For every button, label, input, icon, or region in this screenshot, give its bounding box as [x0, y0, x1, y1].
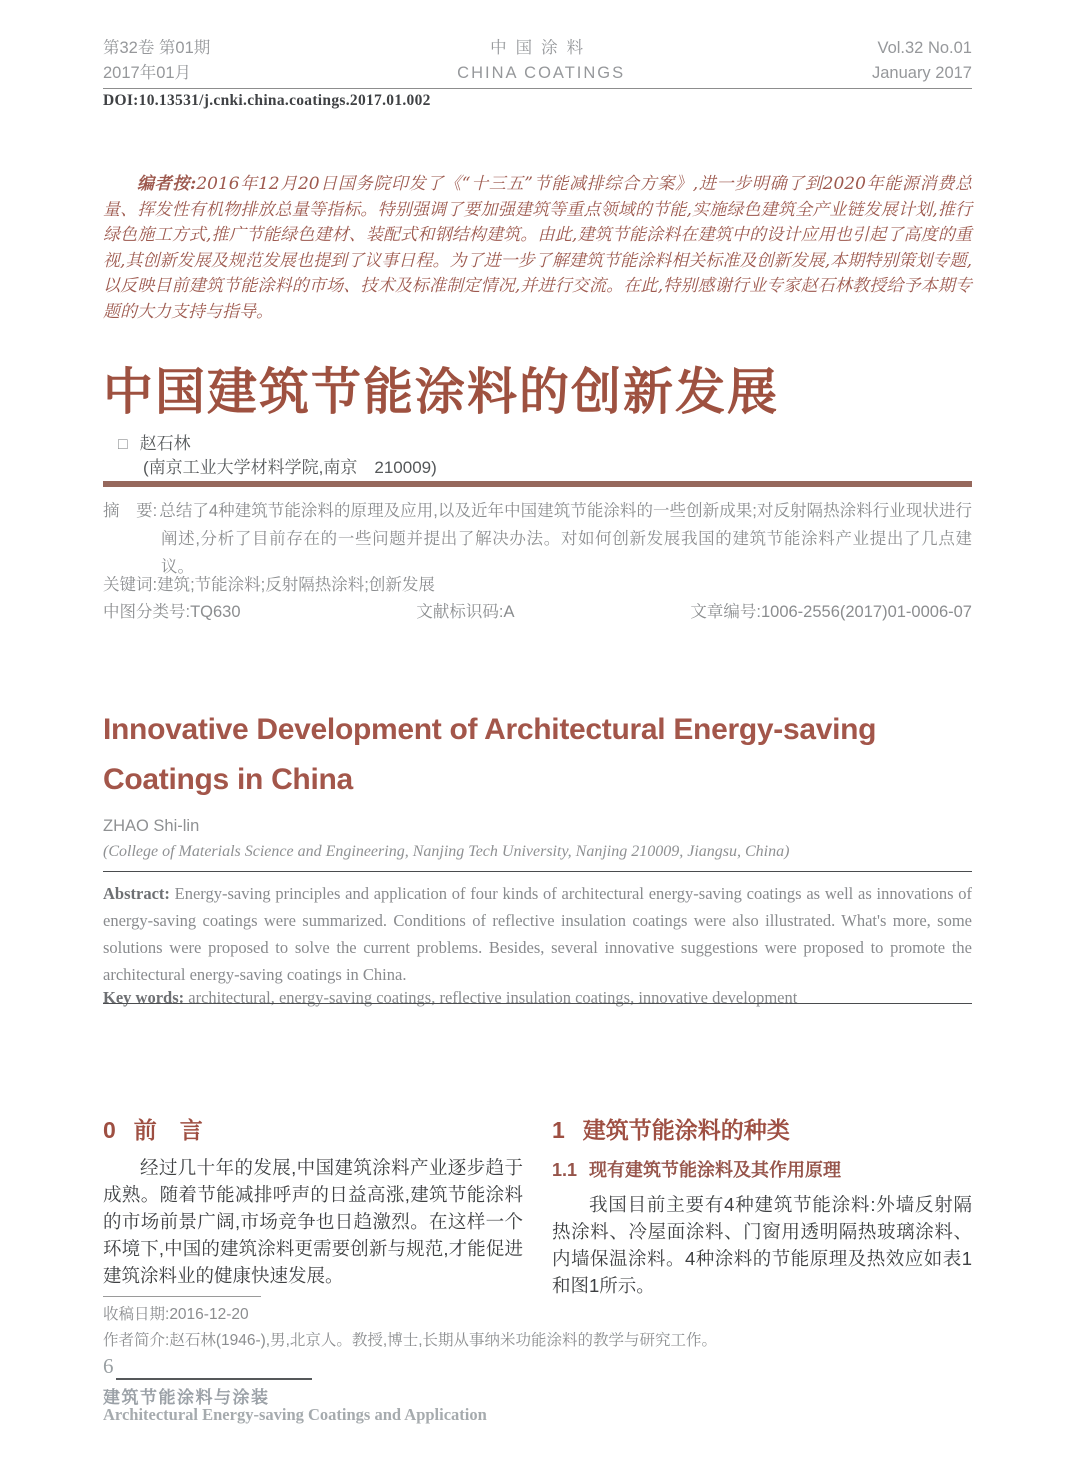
header-volume-issue-en: Vol.32 No.01	[877, 39, 972, 57]
received-date-value: 2016-12-20	[169, 1306, 249, 1323]
article-meta-row	[103, 598, 972, 622]
footer-section-cn: 建筑节能涂料与涂装	[103, 1388, 270, 1407]
header-date-en: January 2017	[871, 64, 972, 82]
abstract-en-bottom-divider	[103, 1003, 972, 1004]
page-number-rule	[116, 1378, 312, 1380]
doc-code-label: 文献标识码:	[416, 603, 504, 621]
abstract-en-label: Abstract:	[103, 884, 170, 903]
clc-label: 中图分类号:	[103, 603, 191, 621]
section-1-heading	[552, 1112, 972, 1145]
article-id-value: 1006-2556(2017)01-0006-07	[760, 603, 972, 621]
article-title-en-line2: Coatings in China	[103, 763, 353, 796]
received-date	[103, 1302, 972, 1324]
section-1-title: 建筑节能涂料的种类	[582, 1117, 790, 1143]
affiliation-en: (College of Materials Science and Engineering, Nanjing Tech University, Nanjing 210009, Jiangsu, China)	[103, 843, 790, 860]
editor-note-label: 编者按:	[137, 174, 197, 194]
article-id	[690, 598, 972, 622]
document-code	[416, 598, 514, 622]
keywords-en	[103, 988, 972, 1008]
header-date-cn: 2017年01月	[103, 64, 192, 82]
header-journal-name	[457, 36, 625, 86]
author-row	[103, 429, 972, 454]
doi: DOI:10.13531/j.cnki.china.coatings.2017.01.002	[103, 92, 431, 109]
keywords-cn	[103, 571, 972, 595]
author-marker-icon: □	[118, 436, 128, 453]
clc-value: TQ630	[190, 603, 241, 621]
article-title-en	[103, 705, 972, 805]
section-1-1-heading	[552, 1156, 972, 1182]
footnote-divider	[103, 1296, 261, 1297]
header-divider	[103, 88, 972, 89]
title-divider	[103, 481, 972, 487]
keywords-cn-label: 关键词:	[103, 576, 158, 594]
abstract-cn	[103, 497, 972, 581]
body-column-right	[552, 1112, 972, 1299]
section-1-1-title: 现有建筑节能涂料及其作用原理	[589, 1160, 842, 1180]
body-columns	[103, 1112, 972, 1299]
author-bio	[103, 1328, 972, 1350]
section-1-1-number: 1.1	[552, 1160, 578, 1180]
section-0-title: 前 言	[133, 1117, 203, 1143]
article-id-label: 文章编号:	[690, 603, 761, 621]
section-0-paragraph: 经过几十年的发展,中国建筑涂料产业逐步趋于成熟。随着节能减排呼声的日益高涨,建筑节能涂料的市场前景广阔,市场竞争也日趋激烈。在这样一个环境下,中国的建筑涂料更需要创新与规范,才能促进建筑涂料业的健康快速发展。	[103, 1157, 523, 1286]
journal-header	[103, 36, 972, 86]
article-title-en-line1: Innovative Development of Architectural Energy-saving	[103, 713, 877, 746]
editor-note-text: 2016年12月20日国务院印发了《“十三五”节能减排综合方案》,进一步明确了到2020年能源消费总量、挥发性有机物排放总量等指标。特别强调了要加强建筑等重点领域的节能,实施绿色建筑全产业链发展计划,推行绿色施工方式,推广节能绿色建材、装配式和钢结构建筑。由此,建筑节能涂料在建筑中的设计应用也引起了高度的重视,其创新发展及规范发展也提到了议事日程。为了进一步了解建筑节能涂料相关标准及创新发展,本期特别策划专题,以反映目前建筑节能涂料的市场、技术及标准制定情况,并进行交流。在此,特别感谢行业专家赵石林教授给予本期专题的大力支持与指导。	[103, 174, 973, 322]
affiliation-cn: (南京工业大学材料学院,南京 210009)	[143, 458, 437, 477]
doc-code-value: A	[503, 603, 515, 621]
abstract-cn-label: 摘 要:	[103, 502, 158, 520]
keywords-cn-text: 建筑;节能涂料;反射隔热涂料;创新发展	[157, 576, 435, 594]
author-name-en: ZHAO Shi-lin	[103, 817, 200, 835]
abstract-en-text: Energy-saving principles and application of four kinds of architectural energy-saving coatings as well as innovations of energy-saving coatings were summarized. Conditions of reflective insulation coatings were also illustrated. What's more, some solutions were proposed to solve the current problems. Besides, several innovative suggestions were proposed to promote the architectural energy-saving coatings in China.	[103, 884, 972, 984]
author-bio-text: 赵石林(1946-),男,北京人。教授,博士,长期从事纳米功能涂料的教学与研究工作。	[169, 1332, 718, 1349]
abstract-en-top-divider	[103, 871, 972, 872]
section-1-1-paragraph: 我国目前主要有4种建筑节能涂料:外墙反射隔热涂料、冷屋面涂料、门窗用透明隔热玻璃涂料、内墙保温涂料。4种涂料的节能原理及热效应如表1和图1所示。	[552, 1194, 972, 1296]
received-date-label: 收稿日期:	[103, 1306, 170, 1323]
footer-section-en: Architectural Energy-saving Coatings and Application	[103, 1405, 487, 1424]
header-volume-issue-cn: 第32卷 第01期	[103, 39, 211, 57]
abstract-en	[103, 880, 972, 988]
section-0-heading	[103, 1112, 523, 1145]
body-column-left	[103, 1112, 523, 1299]
page-number: 6	[103, 1354, 114, 1378]
editor-note	[103, 172, 972, 325]
journal-name-en: CHINA COATINGS	[457, 64, 626, 82]
author-name-cn: 赵石林	[139, 434, 191, 453]
abstract-cn-text: 总结了4种建筑节能涂料的原理及应用,以及近年中国建筑节能涂料的一些创新成果;对反射隔热涂料行业现状进行阐述,分析了目前存在的一些问题并提出了解决办法。对如何创新发展我国的建筑节能涂料产业提出了几点建议。	[159, 502, 972, 576]
keywords-en-label: Key words:	[103, 988, 185, 1007]
author-bio-label: 作者简介:	[103, 1332, 170, 1349]
clc-number	[103, 598, 241, 622]
header-issue-en	[872, 36, 972, 86]
section-1-number: 1	[552, 1117, 565, 1143]
journal-name-cn: 中国涂料	[490, 39, 593, 57]
keywords-en-text: architectural, energy-saving coatings, reflective insulation coatings, innovative development	[184, 988, 798, 1007]
header-issue-cn	[103, 36, 210, 86]
section-0-number: 0	[103, 1117, 116, 1143]
article-title-cn: 中国建筑节能涂料的创新发展	[103, 364, 779, 420]
